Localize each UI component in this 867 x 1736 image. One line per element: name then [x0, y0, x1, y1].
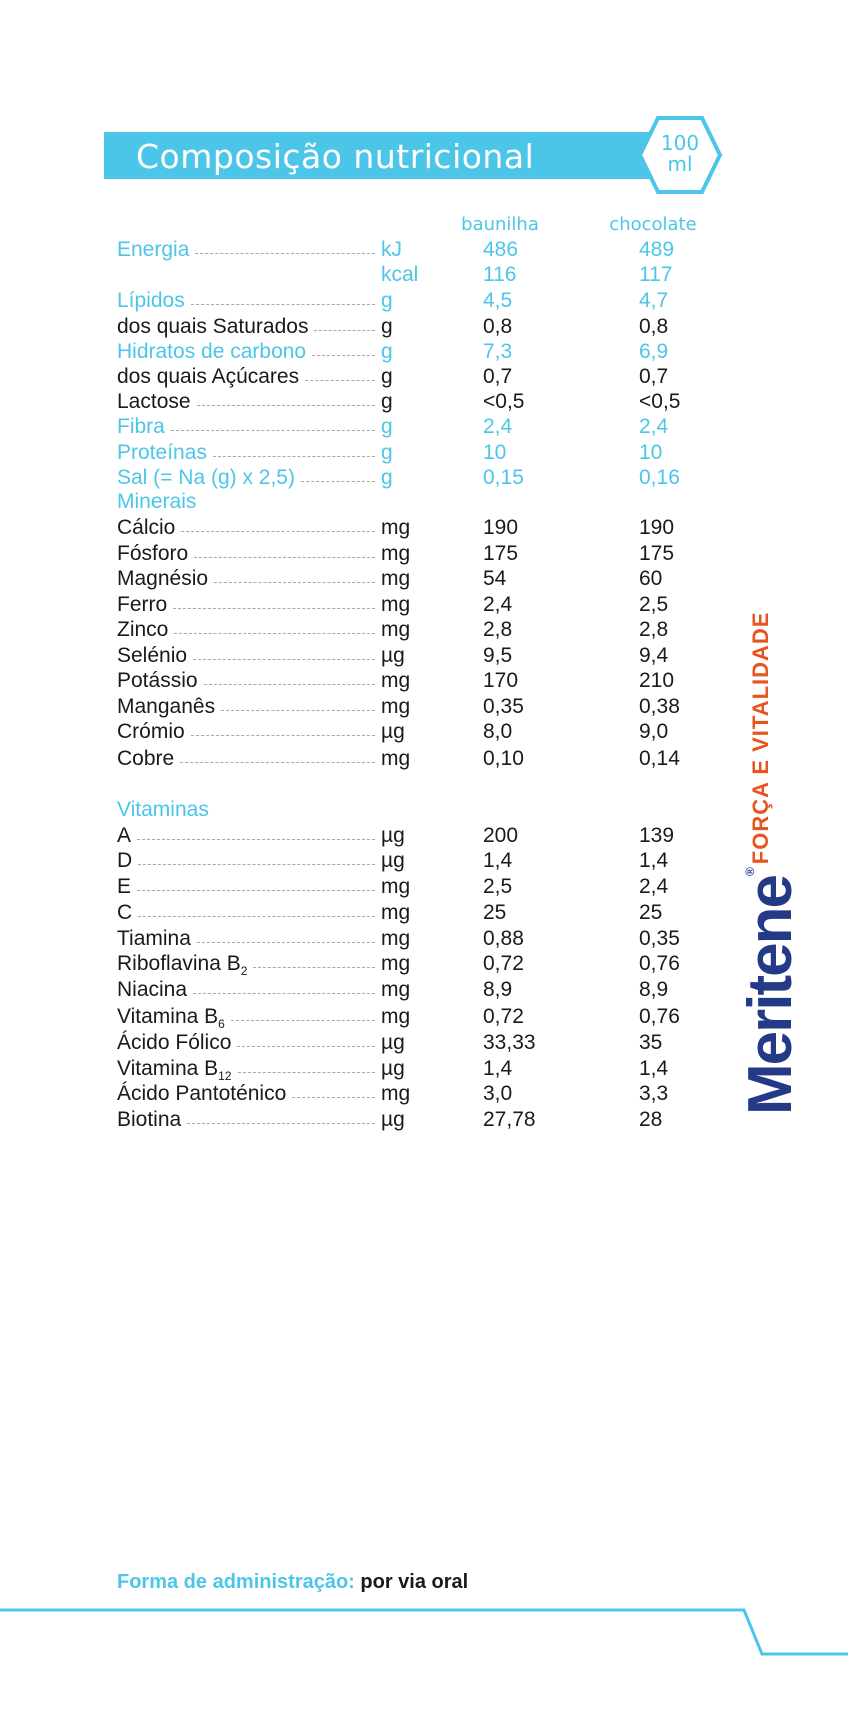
table-row	[117, 977, 717, 1003]
table-row	[117, 874, 717, 900]
value-baunilha: <0,5	[483, 390, 525, 413]
nutrient-subscript: 12	[218, 1069, 232, 1084]
brand-name: Meritene	[736, 876, 805, 1115]
value-baunilha: 200	[483, 824, 519, 847]
nutrient-unit: µg	[381, 1031, 405, 1054]
value-chocolate: 9,0	[639, 720, 669, 743]
leader-dots	[195, 253, 375, 254]
table-row	[117, 1030, 717, 1056]
value-baunilha: 116	[483, 263, 517, 286]
nutrient-name: Vitamina $B_{12}$	[117, 1057, 232, 1084]
leader-dots	[191, 304, 375, 305]
value-chocolate: 175	[639, 542, 675, 565]
column-header-baunilha: baunilha	[461, 214, 539, 235]
leader-dots	[181, 531, 375, 532]
table-row	[117, 1081, 717, 1107]
table-row	[117, 440, 717, 466]
nutrient-unit: mg	[381, 618, 411, 641]
value-chocolate: 35	[639, 1031, 663, 1054]
nutrient-unit: mg	[381, 952, 411, 975]
table-row	[117, 951, 717, 977]
table-row	[117, 617, 717, 643]
leader-dots	[238, 1072, 375, 1073]
nutrient-unit: mg	[381, 1082, 411, 1105]
nutrient-name: Lactose	[117, 390, 191, 413]
nutrient-name: Fibra	[117, 415, 165, 438]
table-row	[117, 746, 717, 772]
leader-dots	[204, 684, 375, 685]
nutrient-name: Cálcio	[117, 516, 176, 539]
leader-dots	[197, 405, 375, 406]
value-chocolate: 0,14	[639, 747, 680, 770]
nutrient-name: Biotina	[117, 1108, 182, 1131]
nutrient-name: Ácido Pantoténico	[117, 1082, 287, 1105]
leader-dots	[187, 1123, 375, 1124]
table-row	[117, 262, 717, 288]
value-chocolate: 9,4	[639, 644, 669, 667]
nutrient-unit: g	[381, 441, 393, 464]
value-baunilha: 7,3	[483, 340, 513, 363]
value-chocolate: 6,9	[639, 340, 669, 363]
nutrient-name: Vitaminas	[117, 798, 209, 821]
nutrient-unit: mg	[381, 901, 411, 924]
value-baunilha: 0,72	[483, 1005, 524, 1028]
table-row	[117, 515, 717, 541]
leader-dots	[214, 582, 375, 583]
nutrient-name: Niacina	[117, 978, 188, 1001]
table-row	[117, 541, 717, 567]
table-row	[117, 566, 717, 592]
table-row	[117, 364, 717, 390]
value-chocolate: 4,7	[639, 289, 669, 312]
nutrient-name: Minerais	[117, 490, 197, 513]
table-row	[117, 1107, 717, 1133]
value-chocolate: 139	[639, 824, 675, 847]
table-row	[117, 771, 717, 797]
table-row	[117, 339, 717, 365]
nutrient-name: dos quais Saturados	[117, 315, 309, 338]
value-baunilha: 8,9	[483, 978, 513, 1001]
administration-note	[117, 1571, 468, 1594]
registered-mark: ®	[743, 866, 757, 877]
value-chocolate: 2,5	[639, 593, 669, 616]
value-chocolate: 2,4	[639, 875, 669, 898]
nutrient-unit: µg	[381, 1057, 405, 1080]
nutrient-name: Fósforo	[117, 542, 189, 565]
leader-dots	[137, 839, 375, 840]
nutrient-unit: mg	[381, 516, 411, 539]
brand-logo	[735, 611, 806, 1115]
nutrient-name: Hidratos de carbono	[117, 340, 307, 363]
nutrient-unit: kcal	[381, 263, 419, 286]
value-baunilha: 486	[483, 238, 519, 261]
value-chocolate: 10	[639, 441, 663, 464]
nutrient-name: Ferro	[117, 593, 168, 616]
table-row	[117, 926, 717, 952]
value-baunilha: 10	[483, 441, 507, 464]
table-row	[117, 900, 717, 926]
value-chocolate: 0,76	[639, 952, 680, 975]
leader-dots	[312, 355, 375, 356]
nutrient-unit: mg	[381, 1005, 411, 1028]
nutrient-unit: g	[381, 289, 393, 312]
table-row	[117, 694, 717, 720]
value-baunilha: 0,35	[483, 695, 524, 718]
table-row	[117, 389, 717, 415]
administration-value: por via oral	[360, 1571, 469, 1593]
value-baunilha: 1,4	[483, 1057, 513, 1080]
value-chocolate: 60	[639, 567, 663, 590]
nutrient-name: A	[117, 824, 132, 847]
leader-dots	[191, 735, 375, 736]
nutrient-subscript: 2	[240, 964, 248, 979]
leader-dots	[194, 557, 375, 558]
value-chocolate: 0,35	[639, 927, 680, 950]
nutrient-unit: g	[381, 340, 393, 363]
leader-dots	[174, 633, 375, 634]
table-row	[117, 414, 717, 440]
value-baunilha: 9,5	[483, 644, 513, 667]
value-baunilha: 8,0	[483, 720, 513, 743]
nutrient-name: Energia	[117, 238, 190, 261]
serving-badge	[636, 115, 724, 195]
nutrient-unit: µg	[381, 644, 405, 667]
nutrient-unit: kJ	[381, 238, 402, 261]
nutrient-subscript: 6	[218, 1017, 225, 1032]
nutrient-name: D	[117, 849, 133, 872]
leader-dots	[137, 890, 375, 891]
leader-dots	[305, 380, 375, 381]
leader-dots	[193, 993, 375, 994]
leader-dots	[193, 659, 375, 660]
value-chocolate: 190	[639, 516, 675, 539]
nutrient-name: Crómio	[117, 720, 185, 743]
nutrient-unit: mg	[381, 927, 411, 950]
table-row	[117, 668, 717, 694]
table-row	[117, 489, 717, 515]
nutrient-name: Lípidos	[117, 289, 185, 312]
nutrient-name: Selénio	[117, 644, 188, 667]
column-header-chocolate: chocolate	[609, 214, 697, 235]
nutrient-name: Magnésio	[117, 567, 209, 590]
nutrient-unit: µg	[381, 824, 405, 847]
value-baunilha: 27,78	[483, 1108, 536, 1131]
nutrient-name: Proteínas	[117, 441, 207, 464]
value-chocolate: 2,4	[639, 415, 669, 438]
nutrient-name: Zinco	[117, 618, 169, 641]
leader-dots	[314, 330, 375, 331]
value-baunilha: 0,72	[483, 952, 524, 975]
value-baunilha: 33,33	[483, 1031, 536, 1054]
value-baunilha: 4,5	[483, 289, 513, 312]
leader-dots	[197, 942, 375, 943]
leader-dots	[231, 1020, 375, 1021]
nutrient-name: Sal (= Na (g) x 2,5)	[117, 466, 295, 489]
nutrient-unit: mg	[381, 669, 411, 692]
table-row	[117, 592, 717, 618]
nutrient-unit: g	[381, 365, 393, 388]
value-baunilha: 0,88	[483, 927, 524, 950]
nutrient-name: Tiamina	[117, 927, 191, 950]
table-row	[117, 1056, 717, 1082]
table-row	[117, 465, 717, 491]
leader-dots	[138, 864, 375, 865]
nutrient-name: C	[117, 901, 133, 924]
nutrient-name: Riboflavina $B_2$	[117, 952, 248, 979]
leader-dots	[180, 762, 375, 763]
nutrient-name: Potássio	[117, 669, 198, 692]
table-row	[117, 719, 717, 745]
brand-tagline: FORÇA E VITALIDADE	[748, 611, 773, 865]
table-row	[117, 823, 717, 849]
value-chocolate: 0,76	[639, 1005, 680, 1028]
value-chocolate: <0,5	[639, 390, 681, 413]
value-baunilha: 25	[483, 901, 507, 924]
value-chocolate: 117	[639, 263, 673, 286]
table-row	[117, 1004, 717, 1030]
value-baunilha: 0,7	[483, 365, 513, 388]
nutrient-name: E	[117, 875, 132, 898]
value-baunilha: 2,8	[483, 618, 513, 641]
nutrient-unit: mg	[381, 593, 411, 616]
nutrient-name: dos quais Açúcares	[117, 365, 300, 388]
value-baunilha: 170	[483, 669, 519, 692]
value-chocolate: 3,3	[639, 1082, 669, 1105]
value-baunilha: 54	[483, 567, 507, 590]
value-chocolate: 0,7	[639, 365, 669, 388]
value-chocolate: 8,9	[639, 978, 669, 1001]
table-row	[117, 848, 717, 874]
nutrient-unit: g	[381, 315, 393, 338]
serving-amount: 100	[660, 131, 700, 155]
nutrient-name: Vitamina $B_6$	[117, 1005, 225, 1032]
table-row	[117, 237, 717, 263]
leader-dots	[253, 967, 375, 968]
leader-dots	[301, 481, 375, 482]
value-baunilha: 2,5	[483, 875, 513, 898]
serving-size	[636, 133, 724, 175]
value-chocolate: 0,38	[639, 695, 680, 718]
value-chocolate: 0,16	[639, 466, 680, 489]
value-chocolate: 210	[639, 669, 675, 692]
value-chocolate: 28	[639, 1108, 663, 1131]
nutrient-unit: mg	[381, 695, 411, 718]
value-chocolate: 0,8	[639, 315, 669, 338]
value-chocolate: 2,8	[639, 618, 669, 641]
leader-dots	[237, 1046, 375, 1047]
value-baunilha: 0,8	[483, 315, 513, 338]
value-baunilha: 175	[483, 542, 519, 565]
nutrient-unit: µg	[381, 1108, 405, 1131]
leader-dots	[171, 430, 375, 431]
nutrient-unit: mg	[381, 747, 411, 770]
leader-dots	[173, 608, 375, 609]
nutrient-unit: µg	[381, 720, 405, 743]
table-row	[117, 314, 717, 340]
value-chocolate: 1,4	[639, 849, 669, 872]
serving-unit: ml	[667, 152, 693, 176]
administration-label: Forma de administração:	[117, 1571, 355, 1593]
value-baunilha: 0,15	[483, 466, 524, 489]
value-chocolate: 25	[639, 901, 663, 924]
leader-dots	[221, 710, 375, 711]
table-row	[117, 643, 717, 669]
nutrient-unit: mg	[381, 542, 411, 565]
value-baunilha: 2,4	[483, 593, 513, 616]
nutrient-unit: mg	[381, 978, 411, 1001]
value-baunilha: 2,4	[483, 415, 513, 438]
table-row	[117, 797, 717, 823]
nutrient-name: Ácido Fólico	[117, 1031, 232, 1054]
table-row	[117, 288, 717, 314]
value-baunilha: 3,0	[483, 1082, 513, 1105]
nutrient-unit: g	[381, 390, 393, 413]
nutrient-unit: mg	[381, 875, 411, 898]
nutrient-unit: g	[381, 466, 393, 489]
footer-divider	[0, 1596, 867, 1666]
value-baunilha: 1,4	[483, 849, 513, 872]
nutrient-unit: mg	[381, 567, 411, 590]
leader-dots	[138, 916, 375, 917]
value-baunilha: 0,10	[483, 747, 524, 770]
value-chocolate: 1,4	[639, 1057, 669, 1080]
leader-dots	[292, 1097, 375, 1098]
nutrient-unit: g	[381, 415, 393, 438]
nutrient-unit: µg	[381, 849, 405, 872]
nutrient-name: Cobre	[117, 747, 175, 770]
value-chocolate: 489	[639, 238, 675, 261]
page-title: Composição nutricional	[136, 137, 535, 176]
leader-dots	[213, 456, 375, 457]
nutrient-name: Manganês	[117, 695, 216, 718]
value-baunilha: 190	[483, 516, 519, 539]
